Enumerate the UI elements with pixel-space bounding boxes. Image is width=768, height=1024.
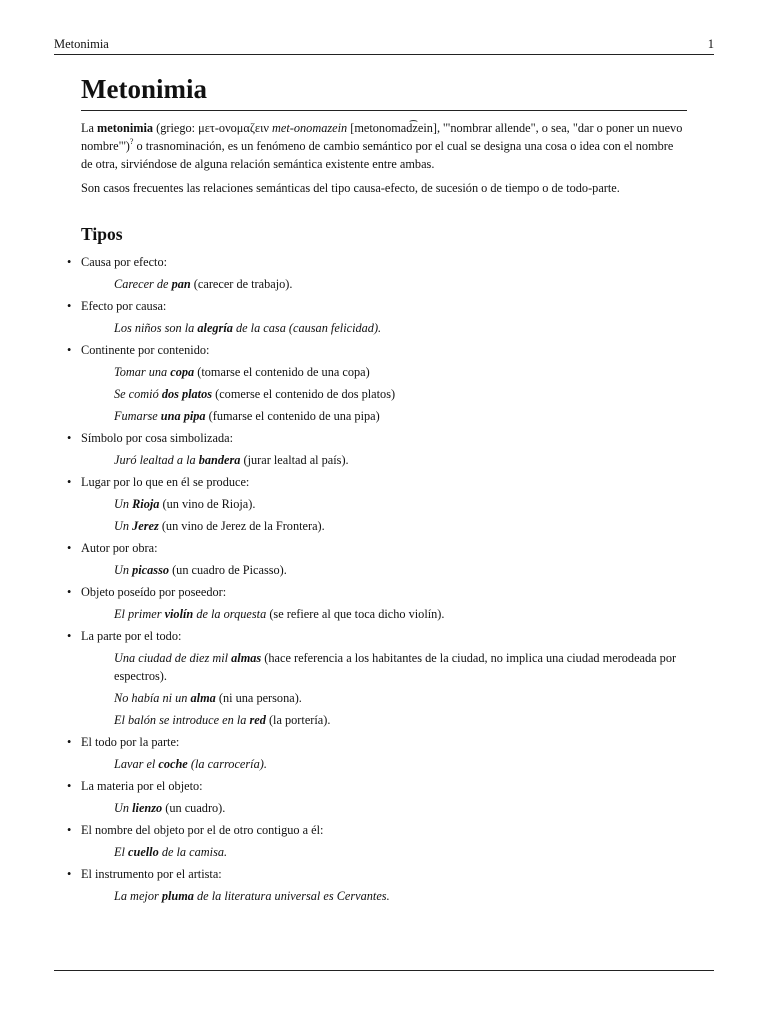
type-examples	[114, 649, 687, 729]
type-examples	[114, 363, 687, 425]
intro-text: La	[81, 121, 98, 135]
type-label: El todo por la parte:	[81, 735, 180, 749]
example-text: El balón se introduce en la	[114, 713, 250, 727]
intro-text: (griego:	[153, 121, 199, 135]
example-line	[114, 561, 687, 579]
example-keyword: almas	[231, 651, 262, 665]
type-item	[67, 777, 687, 817]
type-item	[67, 341, 687, 425]
example-line	[114, 649, 687, 685]
example-text: Lavar el	[114, 757, 159, 771]
greek-word: μετ-ονομαζειν	[198, 121, 269, 135]
example-text: Carecer de	[114, 277, 172, 291]
example-text: de la literatura universal es Cervantes.	[193, 889, 390, 903]
intro-text: [metonomad͡zein], '"nombrar allende", o sea, "dar o poner un nuevo nombre"')	[81, 121, 683, 153]
type-examples	[114, 451, 687, 469]
bullet-icon: •	[67, 867, 72, 881]
bullet-icon: •	[67, 629, 72, 643]
example-note: (carecer de trabajo).	[190, 277, 293, 291]
section-title-tipos: Tipos	[81, 224, 123, 244]
intro-paragraph	[81, 119, 687, 173]
bullet-icon: •	[67, 735, 72, 749]
intro-text: o trasnominación, es un fenómeno de cambio semántico por el cual se designa una cosa o idea con el nombre de otra, sirviéndose de alguna relación semántica existente entre ambas.	[81, 139, 674, 171]
example-line	[114, 451, 687, 469]
type-item	[67, 583, 687, 623]
type-label: Objeto poseído por poseedor:	[81, 585, 227, 599]
transliteration: met-onomazein	[272, 121, 348, 135]
example-note: (jurar lealtad al país).	[240, 453, 349, 467]
example-keyword: dos platos	[161, 387, 213, 401]
bullet-icon: •	[67, 431, 72, 445]
type-examples	[114, 275, 687, 293]
type-label: Autor por obra:	[81, 541, 158, 555]
example-text: Un	[114, 801, 133, 815]
type-examples	[114, 887, 687, 905]
example-keyword: Jerez	[132, 519, 159, 533]
example-note: (ni una persona).	[215, 691, 302, 705]
example-text: de la casa (causan felicidad).	[232, 321, 382, 335]
footnote-marker[interactable]: ?	[129, 137, 134, 146]
type-examples	[114, 843, 687, 861]
example-text: Se comió	[114, 387, 162, 401]
type-item	[67, 627, 687, 729]
type-item	[67, 297, 687, 337]
example-text: Fumarse	[114, 409, 161, 423]
type-label: Lugar por lo que en él se produce:	[81, 475, 250, 489]
intro-paragraph-2: Son casos frecuentes las relaciones semánticas del tipo causa-efecto, de sucesión o de tiempo o de todo-parte.	[81, 181, 620, 195]
type-item	[67, 821, 687, 861]
type-label: La parte por el todo:	[81, 629, 182, 643]
example-keyword: red	[249, 713, 266, 727]
bullet-icon: •	[67, 343, 72, 357]
bullet-icon: •	[67, 475, 72, 489]
example-text: La mejor	[114, 889, 162, 903]
example-line	[114, 755, 687, 773]
type-item	[67, 865, 687, 905]
example-keyword: picasso	[132, 563, 170, 577]
example-keyword: cuello	[128, 845, 159, 859]
example-keyword: alma	[190, 691, 216, 705]
article-body	[67, 72, 687, 909]
bullet-icon: •	[67, 299, 72, 313]
type-examples	[114, 799, 687, 817]
example-note: (un vino de Jerez de la Frontera).	[158, 519, 325, 533]
example-line	[114, 711, 687, 729]
type-item	[67, 733, 687, 773]
type-examples	[114, 495, 687, 535]
footer-rule	[54, 970, 714, 971]
example-keyword: Rioja	[132, 497, 160, 511]
type-label: La materia por el objeto:	[81, 779, 203, 793]
example-text: No había ni un	[114, 691, 191, 705]
example-text: (la carrocería).	[187, 757, 267, 771]
example-keyword: copa	[170, 365, 195, 379]
example-line	[114, 799, 687, 817]
example-keyword: pluma	[161, 889, 194, 903]
type-item	[67, 253, 687, 293]
example-keyword: lienzo	[132, 801, 163, 815]
type-label: El nombre del objeto por el de otro contiguo a él:	[81, 823, 324, 837]
article-title: Metonimia	[81, 72, 687, 111]
example-keyword: coche	[158, 757, 188, 771]
type-label: El instrumento por el artista:	[81, 867, 222, 881]
bullet-icon: •	[67, 779, 72, 793]
example-note: (fumarse el contenido de una pipa)	[205, 409, 380, 423]
type-examples	[114, 561, 687, 579]
example-note: (se refiere al que toca dicho violín).	[266, 607, 445, 621]
example-line	[114, 407, 687, 425]
example-keyword: una pipa	[160, 409, 206, 423]
example-keyword: alegría	[197, 321, 233, 335]
example-text: Los niños son la	[114, 321, 198, 335]
type-label: Continente por contenido:	[81, 343, 210, 357]
example-text: de la camisa.	[158, 845, 228, 859]
example-text: Tomar una	[114, 365, 171, 379]
example-line	[114, 495, 687, 513]
example-text: Juró lealtad a la	[114, 453, 199, 467]
intro-term: metonimia	[97, 121, 154, 135]
example-text: de la orquesta	[193, 607, 267, 621]
example-line	[114, 517, 687, 535]
page-number: 1	[707, 37, 714, 51]
example-text: El primer	[114, 607, 165, 621]
example-line	[114, 689, 687, 707]
type-examples	[114, 755, 687, 773]
example-text: Una ciudad de diez mil	[114, 651, 232, 665]
example-line	[114, 363, 687, 381]
bullet-icon: •	[67, 255, 72, 269]
example-keyword: pan	[171, 277, 191, 291]
example-line	[114, 385, 687, 403]
bullet-icon: •	[67, 541, 72, 555]
example-note: (la portería).	[265, 713, 331, 727]
type-item	[67, 473, 687, 535]
example-note: (hace referencia a los habitantes de la ciudad, no implica una ciudad merodeada por espectros).	[114, 651, 677, 683]
example-line	[114, 843, 687, 861]
example-keyword: violín	[164, 607, 194, 621]
example-line	[114, 275, 687, 293]
running-header	[54, 36, 714, 55]
type-label: Efecto por causa:	[81, 299, 167, 313]
example-text: Un	[114, 519, 133, 533]
type-examples	[114, 605, 687, 623]
example-note: (un cuadro).	[162, 801, 226, 815]
example-note: (un cuadro de Picasso).	[169, 563, 287, 577]
example-note: (tomarse el contenido de una copa)	[194, 365, 370, 379]
type-label: Causa por efecto:	[81, 255, 168, 269]
example-line	[114, 319, 687, 337]
running-header-title: Metonimia	[54, 37, 109, 51]
example-line	[114, 605, 687, 623]
example-text: El	[114, 845, 129, 859]
example-text: Un	[114, 563, 133, 577]
bullet-icon: •	[67, 823, 72, 837]
type-examples	[114, 319, 687, 337]
example-line	[114, 887, 687, 905]
example-text: Un	[114, 497, 133, 511]
types-list	[67, 253, 687, 905]
type-item	[67, 429, 687, 469]
type-item	[67, 539, 687, 579]
example-note: (comerse el contenido de dos platos)	[212, 387, 396, 401]
example-note: (un vino de Rioja).	[159, 497, 256, 511]
example-keyword: bandera	[198, 453, 241, 467]
type-label: Símbolo por cosa simbolizada:	[81, 431, 233, 445]
bullet-icon: •	[67, 585, 72, 599]
